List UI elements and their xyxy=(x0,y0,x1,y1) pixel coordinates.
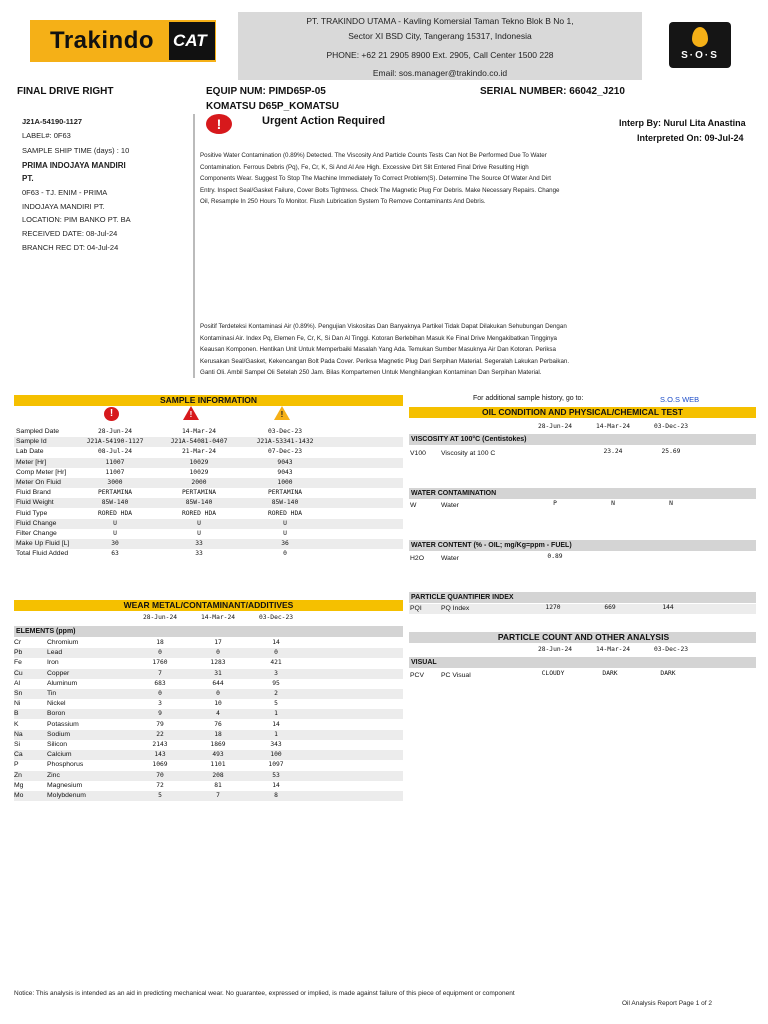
oil-condition-header: OIL CONDITION AND PHYSICAL/CHEMICAL TEST xyxy=(409,407,756,418)
equip-num: EQUIP NUM: PIMD65P-05 xyxy=(206,86,326,97)
sample-row-value: 11007 xyxy=(105,468,125,476)
address-line-3: PHONE: +62 21 2905 8900 Ext. 2905, Call Center 1500 228 xyxy=(326,50,554,60)
pcv-val-2: DARK xyxy=(602,670,618,677)
sample-row-value: 07-Dec-23 xyxy=(267,448,303,456)
pqi-val-3: 144 xyxy=(662,604,674,611)
sample-row-value: U xyxy=(113,530,117,537)
sample-row-value: 33 xyxy=(195,550,203,558)
element-value: 7 xyxy=(216,792,220,799)
sample-info-header: SAMPLE INFORMATION xyxy=(14,395,403,406)
element-value: 70 xyxy=(156,771,164,779)
pqi-header: PARTICLE QUANTIFIER INDEX xyxy=(409,592,756,603)
footer-notice: Notice: This analysis is intended as an aid in predicting mechanical wear. No guarantee, expressed or implied, is made against failure of this piece of equipment or component xyxy=(14,990,515,997)
sample-row-value: U xyxy=(197,519,201,527)
element-value: 1283 xyxy=(210,659,226,667)
element-value: 18 xyxy=(214,730,222,738)
element-symbol: Ni xyxy=(14,700,21,708)
sample-row-value: PERTAMINA xyxy=(97,489,133,497)
sample-id: J21A-54190-1127 xyxy=(22,117,83,126)
element-name: Aluminum xyxy=(47,679,78,687)
page-number: Oil Analysis Report Page 1 of 2 xyxy=(622,1000,712,1007)
element-value: 72 xyxy=(156,781,164,789)
wc-code: H2O xyxy=(410,555,424,562)
sample-row-value: 28-Jun-24 xyxy=(97,428,133,435)
sample-row-value: 03-Dec-23 xyxy=(267,428,303,435)
element-value: 493 xyxy=(212,751,224,759)
element-value: 5 xyxy=(274,700,278,708)
sample-row-label: Sample Id xyxy=(16,438,47,446)
element-value: 3 xyxy=(274,669,278,677)
sample-row-value: 9043 xyxy=(277,458,293,466)
element-value: 14 xyxy=(272,781,280,789)
sample-row-value: U xyxy=(113,519,117,527)
element-value: 2143 xyxy=(152,741,168,748)
sample-row-label: Total Fluid Added xyxy=(16,550,69,558)
visc-code: V100 xyxy=(410,450,426,457)
wear-date-2: 14-Mar-24 xyxy=(200,614,236,621)
element-name: Boron xyxy=(47,710,66,718)
sample-row-value: 85W-140 xyxy=(185,499,213,507)
sample-row-value: J21A-53341-1432 xyxy=(256,438,314,446)
element-symbol: Cu xyxy=(14,669,23,677)
viscosity-header: VISCOSITY AT 100°C (Centistokes) xyxy=(409,434,756,445)
element-value: 0 xyxy=(216,690,220,697)
element-value: 143 xyxy=(154,751,166,759)
divider xyxy=(193,114,195,378)
wc-val-1: 0.89 xyxy=(547,553,563,560)
element-value: 0 xyxy=(216,649,220,657)
element-value: 1 xyxy=(274,710,278,718)
element-symbol: Pb xyxy=(14,649,23,657)
pqi-val-2: 669 xyxy=(604,604,616,611)
element-value: 7 xyxy=(158,669,162,677)
element-symbol: Al xyxy=(14,679,21,687)
pcv-label: PC Visual xyxy=(441,672,471,679)
element-name: Potassium xyxy=(47,720,79,728)
ship-time: SAMPLE SHIP TIME (days) : 10 xyxy=(22,146,130,155)
sample-row-value: 85W-140 xyxy=(271,499,299,507)
element-value: 95 xyxy=(272,679,280,687)
element-symbol: Zn xyxy=(14,771,22,779)
sample-row-label: Fluid Change xyxy=(16,519,57,527)
element-value: 3 xyxy=(158,700,162,708)
trakindo-logo-text: Trakindo xyxy=(50,27,155,54)
sample-row-value: 0 xyxy=(283,550,287,558)
sample-row-label: Fluid Type xyxy=(16,509,48,517)
elements-header: ELEMENTS (ppm) xyxy=(14,626,403,637)
sample-row-value: U xyxy=(283,530,287,537)
element-value: 644 xyxy=(212,679,224,687)
water-val-2: N xyxy=(611,500,615,507)
water-label: Water xyxy=(441,502,459,509)
element-value: 421 xyxy=(270,659,282,667)
element-symbol: B xyxy=(14,710,19,718)
sample-row-value: U xyxy=(197,530,201,537)
sample-row-label: Meter On Fluid xyxy=(16,479,61,486)
oil-date-3: 03-Dec-23 xyxy=(653,423,689,430)
interpretation-id: Positif Terdeteksi Kontaminasi Air (0.89%). Pengujian Viskositas Dan Banyaknya Partikel Tidak Dapat Dilakukan Sehubungan Dengan Kontaminasi Air. Index Pq, Elemen Fe, Cr, K, Si Dan Al Tinggi. Kotoran Berlebihan Masuk Ke Final Drive Mengakibatkan Tingginya Keausan Komponen. Hentikan Unit Untuk Memperbaiki Masalah Yang Ada. Temukan Sumber Masuknya Air Dan Kotoran. Periksa Kerusakan Seal/Gasket, Kekencangan Bolt Pada Cover. Periksa Magnetic Plug Dari Serpihan Material. Segeralah Lakukan Perbaikan. Ganti Oli. Ambil Sampel Oli Setelah 250 Jam. Bilas Kompartemen Untuk Menghilangkan Kontaminan Dan Serpihan Material. xyxy=(200,323,570,376)
sample-row-label: Fluid Weight xyxy=(16,499,54,507)
pc-date-1: 28-Jun-24 xyxy=(537,646,573,653)
water-content-header: WATER CONTENT (% - OIL; mg/Kg=ppm - FUEL) xyxy=(409,540,756,551)
element-symbol: Ca xyxy=(14,751,23,759)
element-value: 2 xyxy=(274,690,278,697)
element-value: 31 xyxy=(214,669,222,677)
sample-row-label: Filter Change xyxy=(16,530,57,537)
visc-val-2: 23.24 xyxy=(603,448,623,455)
sample-row-value: 63 xyxy=(111,550,119,558)
alert-title: Urgent Action Required xyxy=(262,115,386,127)
sample-row-label: Make Up Fluid [L] xyxy=(16,540,70,548)
pqi-code: PQI xyxy=(410,605,422,612)
element-symbol: Sn xyxy=(14,690,23,697)
sample-row-value: 30 xyxy=(111,540,119,548)
water-val-1: P xyxy=(553,500,557,507)
element-value: 10 xyxy=(214,700,222,708)
label-number: LABEL#: 0F63 xyxy=(22,131,71,140)
wear-metal-header: WEAR METAL/CONTAMINANT/ADDITIVES xyxy=(14,600,403,611)
element-name: Magnesium xyxy=(47,781,83,789)
element-name: Phosphorus xyxy=(47,761,84,769)
element-symbol: Fe xyxy=(14,659,22,667)
sample-row-value: 85W-140 xyxy=(101,499,129,507)
element-value: 683 xyxy=(154,679,166,687)
element-symbol: K xyxy=(14,720,19,728)
sample-row-label: Comp Meter [Hr] xyxy=(16,468,67,476)
element-value: 8 xyxy=(274,792,278,799)
element-value: 343 xyxy=(270,741,282,748)
sample-row-value: 14-Mar-24 xyxy=(181,428,217,435)
element-value: 4 xyxy=(216,710,220,718)
water-contamination-header: WATER CONTAMINATION xyxy=(409,488,756,499)
element-name: Chromium xyxy=(47,639,79,646)
pcv-code: PCV xyxy=(410,672,424,679)
element-value: 0 xyxy=(158,690,162,697)
pc-date-2: 14-Mar-24 xyxy=(595,646,631,653)
sample-row-value: RORED HDA xyxy=(267,509,303,517)
element-value: 76 xyxy=(214,720,222,728)
element-value: 18 xyxy=(156,639,164,646)
element-value: 100 xyxy=(270,751,282,759)
element-symbol: Na xyxy=(14,730,23,738)
sample-row-value: 1000 xyxy=(277,479,293,486)
element-symbol: Cr xyxy=(14,639,22,646)
sample-row-value: PERTAMINA xyxy=(267,489,303,497)
component-name: FINAL DRIVE RIGHT xyxy=(17,86,114,97)
urgent-icon: ! xyxy=(104,407,119,421)
element-name: Silicon xyxy=(47,741,68,748)
visual-header: VISUAL xyxy=(409,657,756,668)
element-value: 1101 xyxy=(210,761,226,769)
element-name: Nickel xyxy=(47,700,66,708)
pqi-val-1: 1270 xyxy=(545,604,561,611)
visc-label: Viscosity at 100 C xyxy=(441,450,496,457)
particle-header: PARTICLE COUNT AND OTHER ANALYSIS xyxy=(409,632,756,643)
oil-date-2: 14-Mar-24 xyxy=(595,423,631,430)
oil-drop-icon xyxy=(692,27,708,47)
element-value: 1869 xyxy=(210,741,226,748)
pcv-val-1: CLOUDY xyxy=(541,670,565,677)
visc-val-3: 25.69 xyxy=(661,448,681,455)
location: LOCATION: PIM BANKO PT. BA xyxy=(22,215,131,224)
element-value: 9 xyxy=(158,710,162,718)
sample-row-value: 2000 xyxy=(191,479,207,486)
element-value: 14 xyxy=(272,639,280,646)
water-val-3: N xyxy=(669,500,673,507)
pqi-label: PQ Index xyxy=(441,605,470,612)
element-value: 53 xyxy=(272,771,280,779)
element-name: Molybdenum xyxy=(47,792,86,799)
element-name: Iron xyxy=(47,659,59,667)
sample-row-label: Sampled Date xyxy=(16,428,60,435)
element-value: 208 xyxy=(212,771,224,779)
sample-row-value: J21A-54081-0407 xyxy=(170,438,228,446)
water-code: W xyxy=(410,502,417,509)
pc-date-3: 03-Dec-23 xyxy=(653,646,689,653)
sample-row-value: 9043 xyxy=(277,468,293,476)
cat-logo-text: CAT xyxy=(173,31,207,50)
urgent-alert-icon: ! xyxy=(206,114,232,134)
element-value: 1069 xyxy=(152,761,168,769)
site-line-2: INDOJAYA MANDIRI PT. xyxy=(22,202,105,211)
element-value: 14 xyxy=(272,720,280,728)
sample-row-value: 10029 xyxy=(189,458,209,466)
branch-rec-date: BRANCH REC DT: 04-Jul-24 xyxy=(22,243,119,252)
sample-row-label: Lab Date xyxy=(16,448,44,456)
oil-date-1: 28-Jun-24 xyxy=(537,423,573,430)
sample-row-value: 21-Mar-24 xyxy=(181,448,217,456)
site-line-1: 0F63 - TJ. ENIM - PRIMA xyxy=(22,188,108,197)
element-name: Sodium xyxy=(47,730,71,738)
equip-model: KOMATSU D65P_KOMATSU xyxy=(206,101,339,112)
pcv-val-3: DARK xyxy=(660,670,676,677)
element-value: 1760 xyxy=(152,659,168,667)
element-symbol: P xyxy=(14,761,19,769)
sample-row-value: RORED HDA xyxy=(181,509,217,517)
sample-row-value: PERTAMINA xyxy=(181,489,217,497)
element-symbol: Mo xyxy=(14,792,24,799)
element-value: 81 xyxy=(214,781,222,789)
sample-row-value: RORED HDA xyxy=(97,509,133,517)
sample-row-value: 11007 xyxy=(105,458,125,466)
element-value: 1 xyxy=(274,730,278,738)
sample-row-value: J21A-54190-1127 xyxy=(86,438,144,446)
element-value: 79 xyxy=(156,720,164,728)
element-value: 17 xyxy=(214,639,222,646)
sos-web-link[interactable]: S.O.S WEB xyxy=(660,395,700,404)
sample-row-value: U xyxy=(283,519,287,527)
wear-date-1: 28-Jun-24 xyxy=(142,614,178,621)
customer-name-2: PT. xyxy=(22,174,34,183)
sample-row-value: 3000 xyxy=(107,479,123,486)
element-value: 5 xyxy=(158,792,162,799)
interpretation-en: Positive Water Contamination (0.89%) Detected. The Viscosity And Particle Counts Tests Can Not Be Performed Due To Water Contamination. Ferrous Debris (Pq), Fe, Cr, K, Si And Al Are High. Excessive Dirt Slit Entered Final Drive Resulting High Components Wear. Suggest To Stop The Machine Immediately To Correct Problem(S). Determine The Source Of Water And Dirt Entry. Inspect Seal/Gasket Failure, Cover Bolts Tightness. Check The Magnetic Plug For Debris. Make Necessary Repairs. Change Oil, Resample In 250 Hours To Monitor. Flush Lubrication System To Remove Contaminants And Debris. xyxy=(200,152,560,205)
element-value: 0 xyxy=(274,649,278,657)
sample-row-value: 36 xyxy=(281,540,289,548)
element-name: Lead xyxy=(47,649,63,657)
customer-name: PRIMA INDOJAYA MANDIRI xyxy=(22,161,126,170)
serial-number: SERIAL NUMBER: 66042_J210 xyxy=(480,86,625,97)
received-date: RECEIVED DATE: 08-Jul-24 xyxy=(22,229,118,238)
element-value: 1097 xyxy=(268,761,284,769)
element-value: 22 xyxy=(156,730,164,738)
element-name: Tin xyxy=(47,690,57,697)
element-symbol: Si xyxy=(14,741,21,748)
address-line-4: Email: sos.manager@trakindo.co.id xyxy=(372,68,508,78)
interp-by: Interp By: Nurul Lita Anastina xyxy=(619,118,746,128)
sos-logo-text: S·O·S xyxy=(681,50,719,61)
sample-row-label: Fluid Brand xyxy=(16,489,51,497)
address-line-1: PT. TRAKINDO UTAMA - Kavling Komersial Taman Tekno Blok B No 1, xyxy=(306,16,574,26)
sample-row-label: Meter [Hr] xyxy=(16,458,47,466)
wear-date-3: 03-Dec-23 xyxy=(258,614,294,621)
interp-on: Interpreted On: 09-Jul-24 xyxy=(637,133,744,143)
element-name: Calcium xyxy=(47,751,72,759)
element-name: Copper xyxy=(47,669,70,677)
history-text: For additional sample history, go to: xyxy=(473,395,584,402)
address-line-2: Sector XI BSD City, Tangerang 15317, Indonesia xyxy=(348,31,532,41)
sample-row-value: 08-Jul-24 xyxy=(97,448,133,456)
element-value: 0 xyxy=(158,649,162,657)
sample-row-value: 10029 xyxy=(189,468,209,476)
element-symbol: Mg xyxy=(14,781,24,789)
sample-row-value: 33 xyxy=(195,540,203,548)
wc-label: Water xyxy=(441,555,459,562)
element-name: Zinc xyxy=(47,771,60,779)
